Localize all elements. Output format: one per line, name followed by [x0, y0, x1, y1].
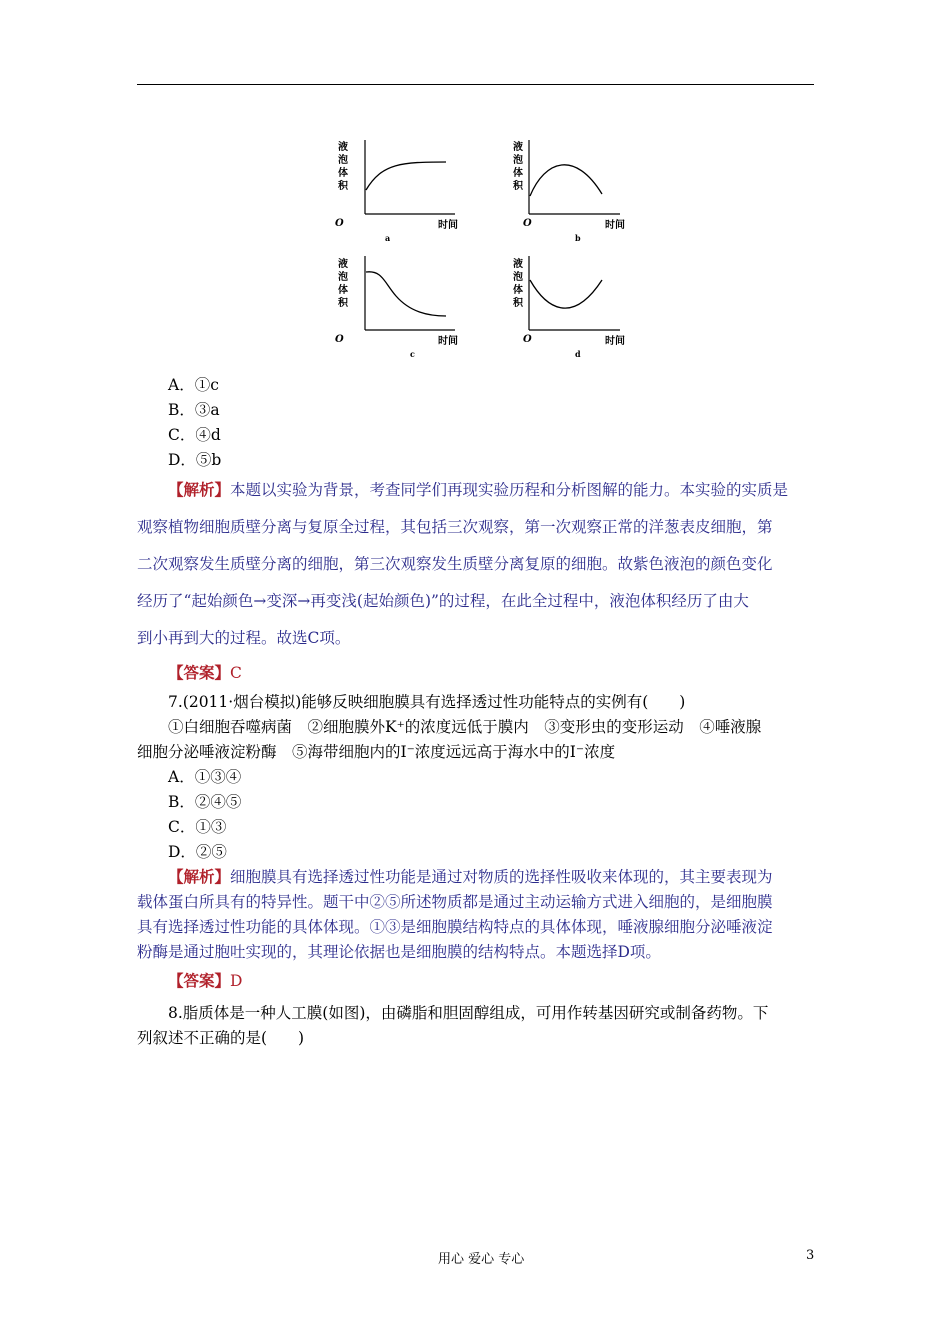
q7-analysis-line: 【解析】细胞膜具有选择透过性功能是通过对物质的选择性吸收来体现的，其主要表现为 [168, 867, 773, 886]
y-label-char: 泡 [513, 155, 523, 166]
answer-tag: 【答案】 [168, 663, 231, 682]
q6-option-b: B．③a [168, 401, 220, 419]
panel-letter: c [410, 349, 415, 359]
answer-value: C [230, 664, 242, 682]
x-axis-label: 时间 [438, 220, 458, 231]
curve-falling [366, 272, 446, 316]
q7-option-c: C．①③ [168, 818, 227, 836]
y-label-char: 积 [338, 181, 348, 192]
q6-analysis-line: 经历了“起始颜色→变深→再变浅(起始颜色)”的过程，在此全过程中，液泡体积经历了由大 [137, 592, 749, 610]
y-label-char: 体 [513, 285, 523, 296]
header-rule [137, 84, 814, 85]
q6-analysis-line: 二次观察发生质壁分离的细胞，第三次观察发生质壁分离复原的细胞。故紫色液泡的颜色变化 [137, 555, 773, 573]
q7-option-a: A．①③④ [168, 768, 242, 786]
page-number: 3 [806, 1248, 815, 1263]
q6-analysis-line: 到小再到大的过程。故选C项。 [137, 629, 351, 647]
analysis-tag: 【解析】 [168, 867, 231, 886]
q7-items-line: 细胞分泌唾液淀粉酶 ⑤海带细胞内的I⁻浓度远远高于海水中的I⁻浓度 [137, 743, 616, 761]
y-label-char: 体 [338, 285, 348, 296]
x-axis-label: 时间 [605, 220, 625, 231]
x-axis-label: 时间 [605, 336, 625, 347]
panel-letter: a [385, 233, 391, 243]
answer-value: D [230, 972, 243, 990]
y-label-char: 体 [513, 168, 523, 179]
y-label-char: 积 [338, 298, 348, 309]
q7-analysis-line: 粉酶是通过胞吐实现的，其理论依据也是细胞膜的结构特点。本题选择D项。 [137, 943, 661, 961]
y-label-char: 泡 [338, 155, 348, 166]
y-label-char: 泡 [338, 272, 348, 283]
answer-tag: 【答案】 [168, 971, 231, 990]
y-label-char: 积 [513, 181, 523, 192]
q8-stem-line: 8.脂质体是一种人工膜(如图)，由磷脂和胆固醇组成，可用作转基因研究或制备药物。下 [168, 1004, 769, 1022]
origin-label: O [523, 218, 532, 229]
q6-option-d: D．⑤b [168, 451, 222, 469]
panel-letter: d [575, 349, 581, 359]
origin-label: O [335, 334, 344, 345]
q6-analysis-line: 【解析】本题以实验为背景，考查同学们再现实验历程和分析图解的能力。本实验的实质是 [168, 480, 789, 499]
q7-items-line: ①白细胞吞噬病菌 ②细胞膜外K⁺的浓度远低于膜内 ③变形虫的变形运动 ④唾液腺 [168, 718, 762, 736]
y-label-char: 积 [513, 298, 523, 309]
q7-stem: 7.(2011·烟台模拟)能够反映细胞膜具有选择透过性功能特点的实例有( ) [168, 693, 686, 711]
q7-analysis-line: 具有选择透过性功能的具体体现。①③是细胞膜结构特点的具体体现，唾液腺细胞分泌唾液淀 [137, 918, 773, 936]
y-label-char: 液 [513, 259, 523, 270]
panel-b [513, 140, 625, 243]
panel-a [335, 140, 458, 243]
curve-rising [366, 162, 446, 190]
q6-option-c: C．④d [168, 426, 221, 444]
q7-answer [168, 971, 848, 991]
q7-analysis-line: 载体蛋白所具有的特异性。题干中②⑤所述物质都是通过主动运输方式进入细胞的，是细胞膜 [137, 893, 773, 911]
q6-option-a: A．①c [168, 376, 219, 394]
vacuole-volume-figure [320, 130, 640, 362]
y-label-char: 液 [338, 259, 348, 270]
curve-rise-fall [530, 165, 602, 196]
y-label-char: 泡 [513, 272, 523, 283]
q6-analysis-line: 观察植物细胞质壁分离与复原全过程，其包括三次观察，第一次观察正常的洋葱表皮细胞，第 [137, 518, 773, 536]
q6-answer [168, 663, 848, 683]
q7-option-b: B．②④⑤ [168, 793, 242, 811]
footer-motto: 用心 爱心 专心 [438, 1252, 525, 1267]
panel-c [335, 256, 458, 359]
origin-label: O [523, 334, 532, 345]
panel-letter: b [575, 233, 581, 243]
x-axis-label: 时间 [438, 336, 458, 347]
y-label-char: 体 [338, 168, 348, 179]
analysis-tag: 【解析】 [168, 480, 231, 499]
origin-label: O [335, 218, 344, 229]
q7-option-d: D．②⑤ [168, 843, 227, 861]
curve-fall-rise [530, 280, 602, 308]
panel-d [513, 256, 625, 359]
q8-stem-line: 列叙述不正确的是( ) [137, 1029, 305, 1047]
y-label-char: 液 [513, 142, 523, 153]
y-label-char: 液 [338, 142, 348, 153]
